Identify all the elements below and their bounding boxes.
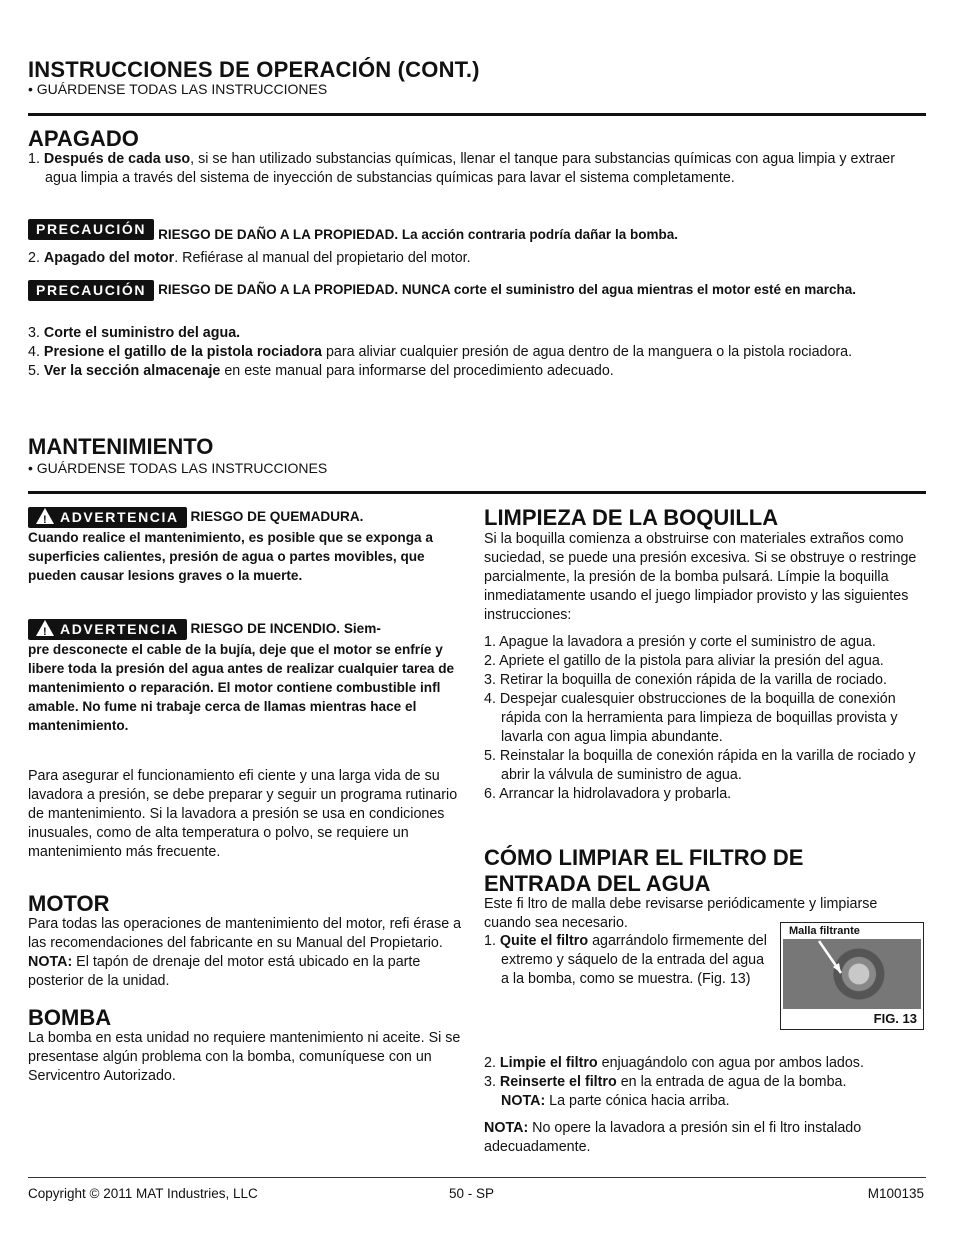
step-text: en la entrada de agua de la bomba. [616, 1074, 847, 1090]
step-number: 2. [28, 250, 40, 266]
section-title-line: ENTRADA DEL AGUA [484, 871, 711, 896]
footer-copyright: Copyright © 2011 MAT Industries, LLC [28, 1186, 258, 1201]
step-bold-text: Después de cada uso [43, 151, 191, 167]
filtro-step-3 [484, 1073, 926, 1092]
section-title-boquilla: LIMPIEZA DE LA BOQUILLA [484, 505, 779, 530]
divider [28, 113, 926, 116]
footer-divider [28, 1177, 926, 1178]
step-number: 5. [28, 363, 40, 379]
mantenimiento-subtitle: • GUÁRDENSE TODAS LAS INSTRUCCIONES [28, 460, 328, 476]
note-text: El tapón de drenaje del motor está ubicado en la parte posterior de la unidad. [28, 954, 421, 989]
step-number: 1. [484, 933, 496, 949]
step-number: 2. [484, 1055, 496, 1071]
motor-paragraph [28, 915, 468, 991]
filtro-step-1 [484, 932, 769, 989]
note-label: NOTA: [501, 1093, 546, 1109]
list-item: 2. Apriete el gatillo de la pistola para aliviar la presión del agua. [484, 653, 884, 669]
figure-caption: FIG. 13 [873, 1011, 917, 1026]
step-number: 3. [28, 325, 40, 341]
apagado-steps-3-5 [28, 324, 918, 381]
footer-doc-code: M100135 [867, 1186, 924, 1201]
caution-block-2 [28, 280, 918, 301]
bomba-paragraph: La bomba en esta unidad no requiere mantenimiento ni aceite. Si se presentase algún problema con la bomba, comuníquese con un Servicentro Autorizado. [28, 1030, 461, 1084]
step-text: agarrándolo firmemente del extremo y sáquelo de la entrada del agua a la bomba, como se muestra. (Fig. 13) [501, 933, 767, 987]
filter-photo [783, 939, 921, 1009]
figure-label: Malla filtrante [789, 925, 860, 937]
warning-triangle-icon: ! [36, 620, 54, 636]
list-item: 1. Apague la lavadora a presión y corte el suministro de agua. [484, 634, 876, 650]
section-title-motor: MOTOR [28, 891, 110, 916]
caution-badge: PRECAUCIÓN [28, 219, 154, 240]
header-subtitle: • GUÁRDENSE TODAS LAS INSTRUCCIONES [28, 81, 328, 97]
step-text: , si se han utilizado substancias químicas, llenar el tanque para substancias químicas con agua limpia y extraer agua limpia a través del sistema de inyección de substancias químicas para lavar el sistema completamente. [45, 151, 896, 186]
figure-13 [780, 922, 924, 1030]
motor-text: Para todas las operaciones de mantenimiento del motor, refi érase a las recomendaciones del fabricante en su Manual del Propietario. [28, 916, 462, 951]
warning-badge [28, 507, 187, 528]
step-number: 3. [484, 1074, 496, 1090]
warning-block-burn [28, 507, 468, 585]
divider [28, 491, 926, 494]
warning-block-fire [28, 619, 468, 735]
page-title: INSTRUCCIONES DE OPERACIÓN (CONT.) [28, 57, 480, 82]
caution-block-1 [28, 219, 918, 251]
step-text: . Refiérase al manual del propietario del motor. [174, 250, 471, 266]
section-title-mantenimiento: MANTENIMIENTO [28, 434, 214, 459]
apagado-step-1 [28, 150, 918, 188]
boquilla-intro: Si la boquilla comienza a obstruirse con materiales extraños como suciedad, se puede una presión excesiva. Si se obstruye o restringe parcialmente, la presión de la bomba pulsará. Límpie la boquilla inmediatamente usando el juego limpiador provisto y las siguientes instrucciones: [484, 531, 917, 623]
step-bold-text: Reinserte el filtro [499, 1074, 617, 1090]
step-bold-text: Corte el suministro del agua. [43, 325, 241, 341]
list-item: 4. Despejar cualesquier obstrucciones de la boquilla de conexión rápida con la herramienta para limpieza de boquillas provista y lavarla con agua limpia abundante. [484, 691, 898, 745]
warning-triangle-icon: ! [36, 508, 54, 524]
list-item: 5. Reinstalar la boquilla de conexión rápida en la varilla de rociado y abrir la válvula de suministro de agua. [484, 748, 916, 783]
warning-heading: RIESGO DE INCENDIO. Siem- [186, 621, 381, 636]
warning-text: Cuando realice el mantenimiento, es posible que se exponga a superficies calientes, presión de agua o partes movibles, que pueden causar lesions graves o la muerte. [28, 530, 433, 583]
step-number: 4. [28, 344, 40, 360]
apagado-step-3 [28, 324, 918, 343]
filtro-step-2 [484, 1054, 926, 1073]
apagado-step-5 [28, 362, 918, 381]
step-bold-text: Apagado del motor [43, 250, 175, 266]
step-text: en este manual para informarse del procedimiento adecuado. [220, 363, 614, 379]
warning-badge [28, 619, 187, 640]
warning-heading: RIESGO DE QUEMADURA. [186, 509, 364, 524]
step-text: para aliviar cualquier presión de agua dentro de la manguera o la pistola rociadora. [322, 344, 853, 360]
filtro-intro: Este fi ltro de malla debe revisarse periódicamente y limpiarse cuando sea necesario. [484, 896, 878, 931]
list-item: 6. Arrancar la hidrolavadora y probarla. [484, 786, 732, 802]
apagado-step-4 [28, 343, 918, 362]
apagado-step-2 [28, 249, 918, 268]
caution-text: RIESGO DE DAÑO A LA PROPIEDAD. NUNCA corte el suministro del agua mientras el motor esté en marcha. [158, 282, 857, 297]
caution-badge: PRECAUCIÓN [28, 280, 154, 301]
warning-text: pre desconecte el cable de la bujía, deje que el motor se enfríe y libere toda la presión del agua antes de realizar cualquier tarea de mantenimiento o reparación. El motor contiene combustible infl amable. No fume ni trabaje cerca de llamas mientras hace el mantenimiento. [28, 642, 455, 733]
section-title-bomba: BOMBA [28, 1005, 112, 1030]
footer-page-number: 50 - SP [449, 1186, 495, 1201]
note-text: La parte cónica hacia arriba. [545, 1093, 730, 1109]
list-item: 3. Retirar la boquilla de conexión rápida de la varilla de rociado. [484, 672, 887, 688]
note-text: No opere la lavadora a presión sin el fi ltro instalado adecuadamente. [484, 1120, 862, 1155]
step-bold-text: Quite el filtro [499, 933, 589, 949]
step-bold-text: Ver la sección almacenaje [43, 363, 221, 379]
note-label: NOTA: [28, 954, 73, 970]
note-label: NOTA: [484, 1120, 529, 1136]
step-text: enjuagándolo con agua por ambos lados. [597, 1055, 864, 1071]
filtro-final-note [484, 1119, 924, 1157]
caution-text: RIESGO DE DAÑO A LA PROPIEDAD. La acción contraria podría dañar la bomba. [158, 227, 678, 242]
warning-badge-label: ADVERTENCIA [60, 621, 179, 637]
step-bold-text: Limpie el filtro [499, 1055, 598, 1071]
section-title-apagado: APAGADO [28, 126, 139, 151]
warning-badge-label: ADVERTENCIA [60, 509, 179, 525]
boquilla-steps [484, 633, 926, 804]
step-bold-text: Presione el gatillo de la pistola rociadora [43, 344, 322, 360]
section-title-filtro [484, 845, 803, 897]
filtro-step-3-note [484, 1092, 926, 1111]
maintenance-paragraph: Para asegurar el funcionamiento efi ciente y una larga vida de su lavadora a presión, se debe preparar y seguir un programa rutinario de mantenimiento. Si la lavadora a presión se usa en condiciones inusuales, como de alta temperatura o polvo, se requiere un mantenimiento más frecuente. [28, 768, 458, 860]
step-number: 1. [28, 151, 40, 167]
filtro-steps-2-3 [484, 1054, 926, 1111]
arrow-icon [811, 939, 851, 979]
section-title-line: CÓMO LIMPIAR EL FILTRO DE [484, 845, 804, 870]
